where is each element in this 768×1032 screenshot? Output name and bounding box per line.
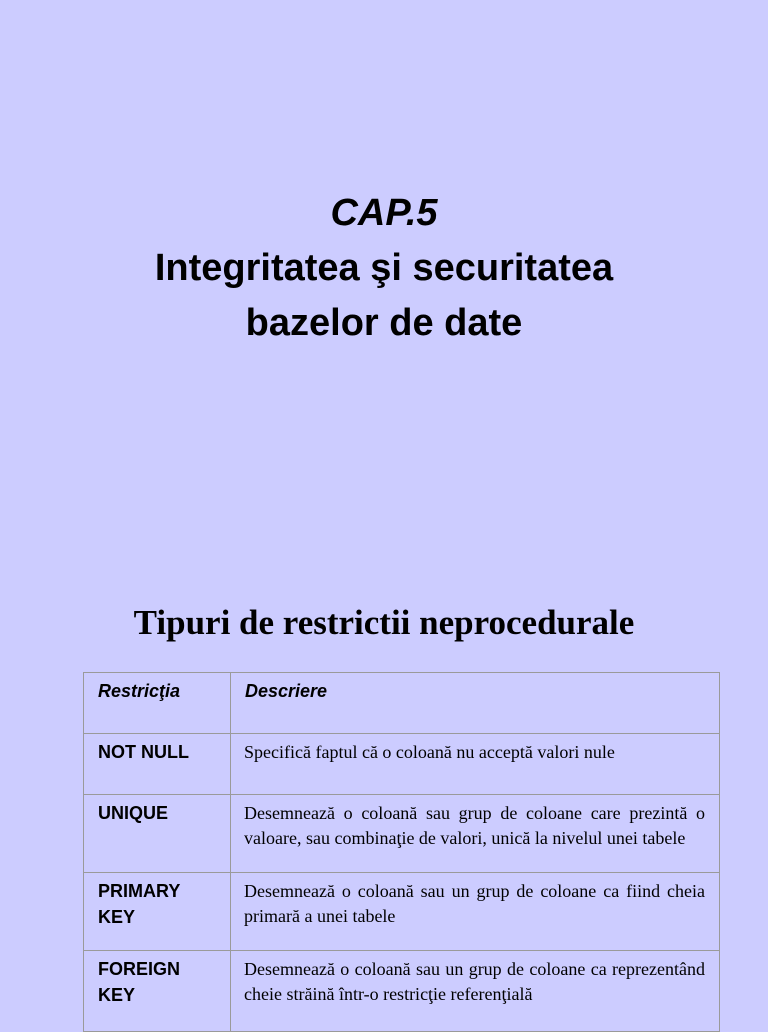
restriction-description: Desemnează o coloană sau grup de coloane care prezintă o valoare, sau combinaţie de valori, unică la nivelul unei tabele	[244, 803, 705, 848]
table-header-row	[84, 673, 720, 734]
restrictions-table	[83, 672, 720, 1032]
table-row	[84, 734, 720, 795]
chapter-label: CAP.5	[330, 192, 438, 234]
restriction-description: Specifică faptul că o coloană nu acceptă valori nule	[244, 742, 615, 762]
restriction-description: Desemnează o coloană sau un grup de coloane ca fiind cheia primară a unei tabele	[244, 881, 705, 926]
table-row	[84, 951, 720, 1032]
restriction-name: UNIQUE	[98, 803, 169, 823]
restriction-name: NOT NULL	[98, 742, 189, 762]
slide-title	[0, 186, 768, 351]
restriction-description: Desemnează o coloană sau un grup de coloane ca reprezentând cheie străină într-o restricţie referenţială	[244, 959, 705, 1004]
title-line-3: bazelor de date	[245, 302, 523, 344]
column-header-restriction: Restricţia	[98, 681, 181, 701]
section-subtitle: Tipuri de restrictii neprocedurale	[133, 603, 635, 642]
table-row	[84, 873, 720, 951]
table-row	[84, 795, 720, 873]
restriction-name: PRIMARY KEY	[98, 881, 181, 927]
restriction-name: FOREIGN KEY	[98, 959, 181, 1005]
title-line-2: Integritatea şi securitatea	[154, 247, 614, 289]
column-header-description: Descriere	[245, 681, 328, 701]
